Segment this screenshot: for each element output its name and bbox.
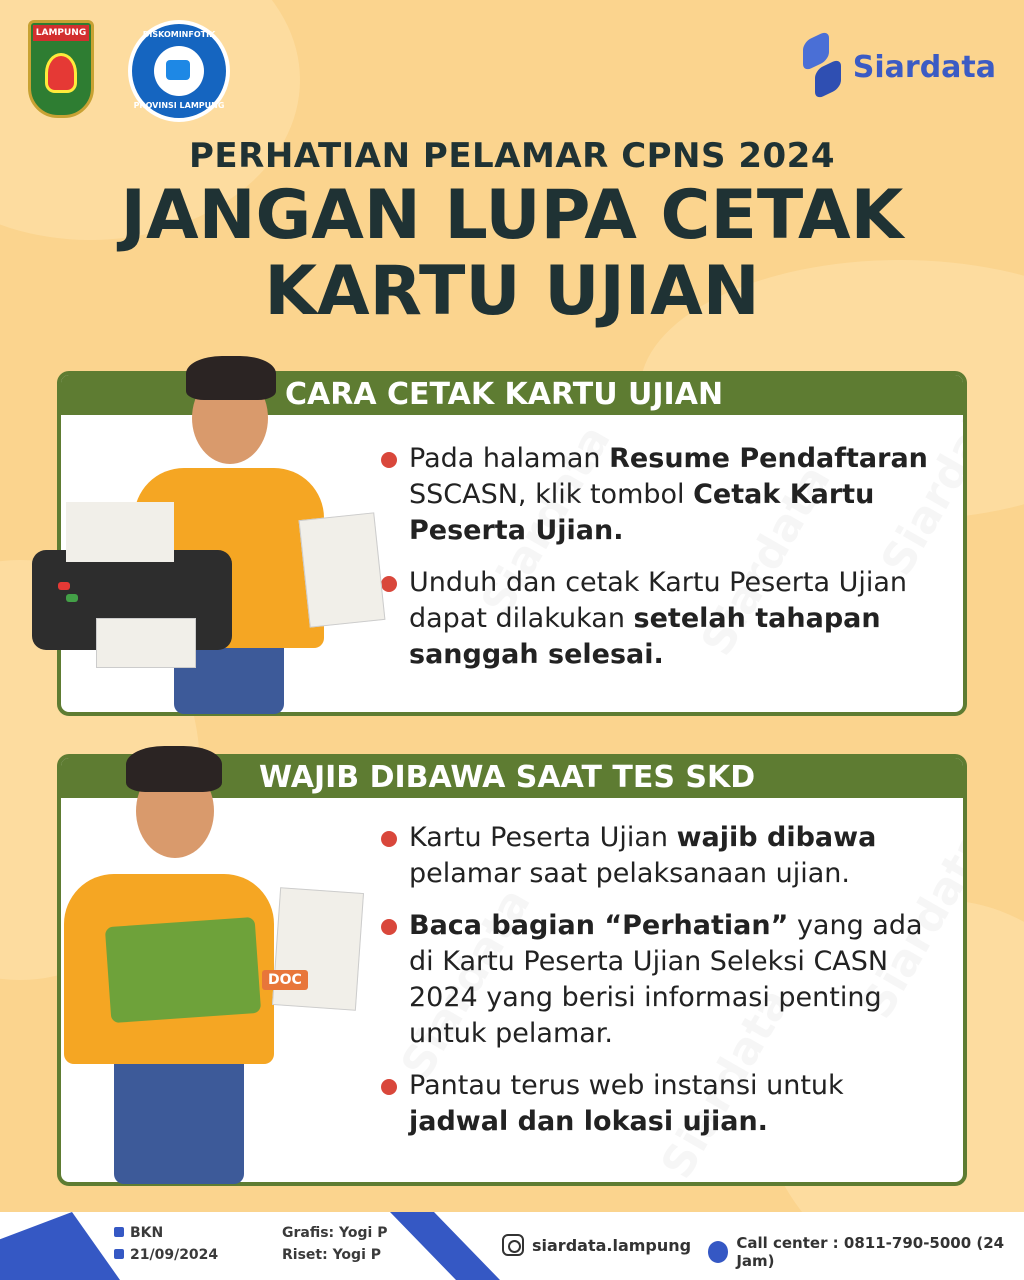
- doc-badge: DOC: [262, 970, 308, 990]
- pin-icon: [114, 1227, 124, 1237]
- footer-wave-decoration: [390, 1212, 500, 1280]
- folder-icon: [105, 917, 261, 1023]
- list-item: [381, 565, 945, 673]
- printer-red-light: [58, 582, 70, 590]
- lampung-logo-band: LAMPUNG: [33, 25, 89, 41]
- call-center-text: Call center : 0811-790-5000 (24 Jam): [736, 1234, 1005, 1270]
- instagram-icon: [502, 1234, 524, 1256]
- list-item: [381, 441, 945, 549]
- list-item: [381, 820, 945, 892]
- person-legs: [114, 1044, 244, 1184]
- item-emphasis: setelah tahapan sanggah selesai.: [409, 603, 881, 670]
- siardata-brand: [803, 36, 996, 98]
- calendar-icon: [114, 1249, 124, 1259]
- riset-credit: Riset: Yogi P: [282, 1247, 381, 1263]
- footer-source-date: [114, 1222, 218, 1266]
- phone-icon: [708, 1241, 728, 1263]
- footer: [0, 1212, 1024, 1280]
- date-text: 21/09/2024: [130, 1247, 219, 1263]
- lampung-emblem-icon: [45, 53, 77, 93]
- bullet-dot-icon: [381, 1079, 397, 1095]
- person-printer-illustration: [14, 350, 384, 714]
- printer-paper-out: [96, 618, 196, 668]
- grafis-credit: Grafis: Yogi P: [282, 1225, 388, 1241]
- item-text: Kartu Peserta Ujian: [409, 822, 677, 853]
- subtitle: PERHATIAN PELAMAR CPNS 2024: [189, 136, 835, 176]
- item-text: Pantau terus web instansi untuk: [409, 1070, 844, 1101]
- item-text: Pada halaman: [409, 443, 610, 474]
- headline-line-1: JANGAN LUPA CETAK: [120, 176, 904, 255]
- call-center[interactable]: [708, 1234, 1024, 1270]
- instagram-handle[interactable]: [502, 1234, 691, 1256]
- bullet-dot-icon: [381, 919, 397, 935]
- footer-credits: [282, 1222, 387, 1266]
- person-folder-illustration: [60, 744, 380, 1184]
- item-emphasis: Cetak Kartu Peserta Ujian.: [409, 479, 875, 546]
- diskom-emblem-icon: [154, 46, 204, 96]
- person-hair: [186, 356, 276, 400]
- item-text: SSCASN, klik tombol: [409, 479, 694, 510]
- diskom-logo-top-text: DISKOMINFOTIK: [142, 30, 216, 39]
- lampung-province-logo: [28, 20, 94, 118]
- bullet-dot-icon: [381, 831, 397, 847]
- brand-name: Siardata: [852, 49, 996, 85]
- list-item: [381, 908, 945, 1052]
- document-icon: [272, 887, 364, 1011]
- item-emphasis: Resume Pendaftaran: [609, 443, 928, 474]
- printer-paper-in: [66, 502, 174, 562]
- headline-line-2: KARTU UJIAN: [264, 252, 760, 331]
- item-emphasis: jadwal dan lokasi ujian.: [409, 1106, 768, 1137]
- item-emphasis: wajib dibawa: [676, 822, 877, 853]
- list-item: [381, 1068, 945, 1140]
- card-title: WAJIB DIBAWA SAAT TES SKD: [61, 758, 963, 798]
- source-text: BKN: [130, 1225, 164, 1241]
- instagram-text: siardata.lampung: [532, 1235, 692, 1255]
- diskom-logo-bottom-text: PROVINSI LAMPUNG: [133, 101, 225, 110]
- bullet-list: [381, 441, 945, 689]
- item-emphasis: Baca bagian “Perhatian”: [409, 910, 789, 941]
- card-title: CARA CETAK KARTU UJIAN: [61, 375, 963, 415]
- held-document-icon: [299, 512, 386, 627]
- siardata-logo-icon: [803, 36, 843, 98]
- footer-wave-decoration: [0, 1212, 120, 1280]
- printer-green-light: [66, 594, 78, 602]
- person-hair: [126, 746, 222, 792]
- diskominfotik-logo: [128, 20, 230, 122]
- item-text: yang ada di Kartu Peserta Ujian Seleksi CASN 2024 yang berisi informasi penting untuk pelamar.: [409, 910, 923, 1049]
- headline: [0, 178, 1024, 330]
- bullet-list: [381, 820, 945, 1156]
- item-text: Unduh dan cetak Kartu Peserta Ujian dapat dilakukan: [409, 567, 908, 634]
- item-text: pelamar saat pelaksanaan ujian.: [409, 858, 850, 889]
